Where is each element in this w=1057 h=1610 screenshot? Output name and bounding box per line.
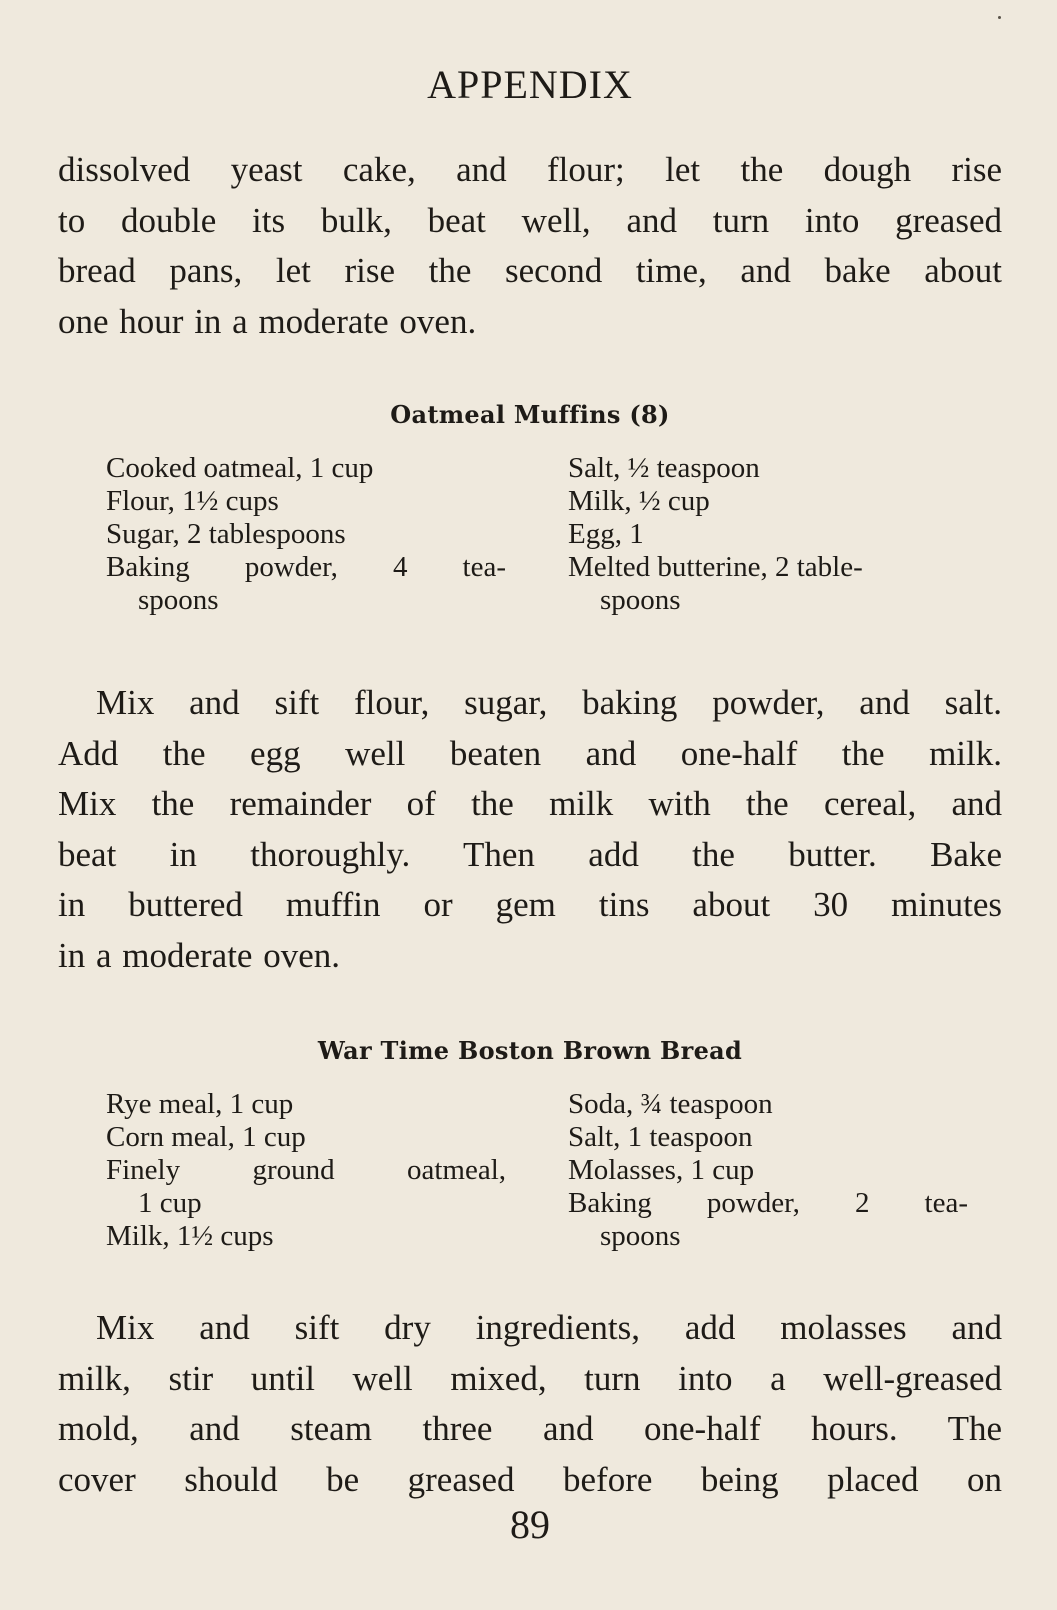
ingredient-list <box>106 452 1002 622</box>
ingredient-item: Melted butterine, 2 table- <box>568 551 863 583</box>
ingredient-item-continued: spoons <box>138 584 219 616</box>
running-head: APPENDIX <box>427 62 633 107</box>
ingredient-item-continued: spoons <box>600 1220 681 1252</box>
paragraph-line: in buttered muffin or gem tins about 30 minutes <box>58 885 1002 924</box>
ingredient-item: Baking powder, 2 tea- <box>568 1187 968 1219</box>
ingredient-item: Molasses, 1 cup <box>568 1154 755 1186</box>
recipe-title: War Time Boston Brown Bread <box>317 1036 743 1065</box>
paragraph-line: Mix and sift dry ingredients, add molasses and <box>96 1308 1002 1347</box>
ingredient-item: Finely ground oatmeal, <box>106 1154 506 1186</box>
ingredient-column-left <box>106 452 506 617</box>
paragraph-line: Mix and sift flour, sugar, baking powder, and salt. <box>96 683 1002 722</box>
paragraph-line: cover should be greased before being placed on <box>58 1459 1002 1499</box>
paragraph-line: in a moderate oven. <box>58 935 341 975</box>
paragraph-line: one hour in a moderate oven. <box>58 301 477 341</box>
paragraph-line: Add the egg well beaten and one-half the milk. <box>58 733 1002 773</box>
ingredient-item: Cooked oatmeal, 1 cup <box>106 452 374 484</box>
paragraph-line: Mix the remainder of the milk with the cereal, and <box>58 784 1002 823</box>
ingredient-column-right <box>568 452 1008 617</box>
ingredient-item: Salt, 1 teaspoon <box>568 1121 753 1153</box>
paragraph-line: mold, and steam three and one-half hours. The <box>58 1409 1002 1448</box>
page-number: 89 <box>510 1502 550 1547</box>
paragraph-line: bread pans, let rise the second time, and bake about <box>58 251 1002 290</box>
ingredient-item: Sugar, 2 tablespoons <box>106 518 346 550</box>
ingredient-item: Egg, 1 <box>568 518 644 550</box>
ingredient-item: Milk, ½ cup <box>568 485 710 517</box>
ingredient-item: Soda, ¾ teaspoon <box>568 1088 773 1120</box>
ingredient-item: Flour, 1½ cups <box>106 485 279 517</box>
ingredient-item: Corn meal, 1 cup <box>106 1121 306 1153</box>
ingredient-item: Salt, ½ teaspoon <box>568 452 760 484</box>
ingredient-item-continued: spoons <box>600 584 681 616</box>
ingredient-item: Baking powder, 4 tea- <box>106 551 506 583</box>
paragraph-line: dissolved yeast cake, and flour; let the dough rise <box>58 150 1002 189</box>
ingredient-list <box>106 1088 1002 1258</box>
recipe-title: Oatmeal Muffins (8) <box>390 400 670 429</box>
intro-paragraph <box>58 145 1002 347</box>
paragraph-line: to double its bulk, beat well, and turn into greased <box>58 200 1002 240</box>
paragraph-line: milk, stir until well mixed, turn into a well-greased <box>58 1358 1002 1398</box>
method-paragraph <box>58 1303 1002 1505</box>
book-page <box>58 0 1002 1610</box>
method-paragraph <box>58 678 1002 981</box>
ingredient-item-continued: 1 cup <box>138 1187 202 1219</box>
ingredient-column-right <box>568 1088 968 1253</box>
ingredient-item: Milk, 1½ cups <box>106 1220 274 1252</box>
ingredient-item: Rye meal, 1 cup <box>106 1088 294 1120</box>
paragraph-line: beat in thoroughly. Then add the butter. Bake <box>58 834 1002 874</box>
ingredient-column-left <box>106 1088 506 1253</box>
